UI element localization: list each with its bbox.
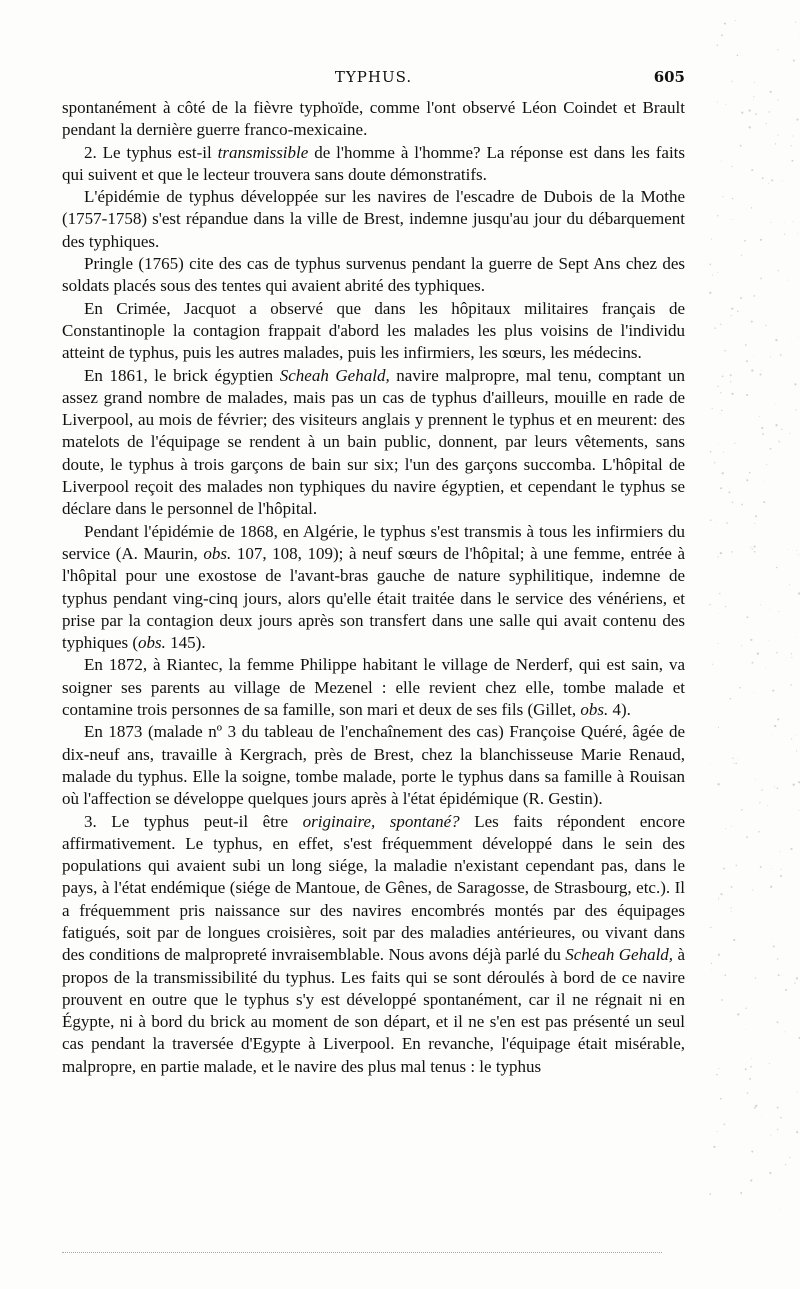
italic-text: obs. xyxy=(138,633,166,653)
paragraph xyxy=(62,721,685,810)
text-run: En 1872, à Riantec, la femme Philippe habitant le village de Nerderf, qui est sain, va soigner ses parents au village de Mezenel : elle revient chez elle, tombe malade et contamine trois personnes de sa famille, son mari et deux de ses fils (Gillet, xyxy=(62,655,685,720)
italic-text: obs. xyxy=(580,700,609,720)
italic-text: originaire, spontané? xyxy=(302,811,460,831)
text-run: 145). xyxy=(165,633,206,653)
paragraph xyxy=(62,142,685,187)
text-run: de l'homme à l'homme? La réponse est dans les faits qui suivent et que le lecteur trouvera sans doute démonstratifs. xyxy=(62,142,686,184)
body-text xyxy=(62,97,685,1078)
text-run: 4). xyxy=(608,700,631,720)
paragraph xyxy=(62,654,685,721)
text-run: En Crimée, Jacquot a observé que dans les hôpitaux militaires français de Constantinople la contagion frappait d'abord les malades les plus voisins de l'individu atteint de typhus, puis les autres malades, puis les infirmiers, les sœurs, les médecins. xyxy=(62,298,685,363)
paragraph xyxy=(62,811,685,1079)
text-run: En 1861, le brick égyptien xyxy=(84,365,280,385)
text-run: Pringle (1765) cite des cas de typhus survenus pendant la guerre de Sept Ans chez des soldats placés sous des tentes qui avaient abrité des typhiques. xyxy=(62,254,685,296)
running-title: TYPHUS. xyxy=(334,68,413,86)
text-run: En 1873 (malade nº 3 du tableau de l'enchaînement des cas) Françoise Quéré, âgée de dix-neuf ans, travaille à Kergrach, près de Brest, chez la blanchisseuse Marie Renaud, malade du typhus. Elle la soigne, tombe malade, porte le typhus dans sa famille à Rouisan où l'affection se développe quelques jours après à l'état épidémique (R. Gestin). xyxy=(62,722,685,809)
text-run: Pendant l'épidémie de 1868, en Algérie, le typhus s'est transmis à tous les infirmiers du service (A. Maurin, xyxy=(62,521,685,563)
paragraph xyxy=(62,298,685,365)
text-run: Les faits répondent encore affirmativement. Le typhus, en effet, s'est fréquemment développé dans le sein des populations qui avaient subi un long siége, la maladie n'existant cependant pas, dans le pays, à l'état endémique (siége de Mantoue, de Gênes, de Saragosse, de Strasbourg, etc.). Il a fréquemment pris naissance sur des navires encombrés montés par des équipages fatigués, soit par de longues croisières, soit par des maladies antérieures, ou vivant dans des conditions de malpropreté invraisemblable. Nous avons déjà parlé du xyxy=(62,811,686,965)
text-run: 3. Le typhus peut-il être xyxy=(84,811,303,831)
paragraph xyxy=(62,521,685,655)
text-run: L'épidémie de typhus développée sur les navires de l'escadre de Dubois de la Mothe (1757-1758) s'est répandue dans la ville de Brest, indemne jusqu'au jour du débarquement des typhiques. xyxy=(62,187,685,251)
text-run: 2. Le typhus est-il xyxy=(84,142,218,162)
text-run: à propos de la transmissibilité du typhus. Les faits qui se sont déroulés à bord de ce navire prouvent en outre que le typhus s'y est développé spontanément, car il ne régnait ni en Égypte, ni à bord du brick au moment de son départ, et il ne s'en est pas présenté un seul cas pendant la traversée d'Egypte à Liverpool. En revanche, l'équipage était misérable, malpropre, en partie malade, et le navire des plus mal tenus : le typhus xyxy=(62,945,685,1076)
text-run: navire malpropre, mal tenu, comptant un assez grand nombre de malades, mais pas un cas de typhus d'ailleurs, mouille en rade de Liverpool, au mois de février; des visiteurs anglais y prennent le typhus et en meurent: des matelots de l'équipage se rendent à un bain public, donnent, par leurs vêtements, sans doute, le typhus à trois garçons de bain sur six; l'un des garçons succomba. L'hôpital de Liverpool reçoit des malades non typhiques du navire égyptien, et cependant le typhus se déclare dans le personnel de l'hôpital. xyxy=(62,365,685,519)
italic-text: Scheah Gehald, xyxy=(565,945,674,965)
italic-text: obs. xyxy=(203,543,232,563)
paragraph xyxy=(62,365,685,521)
paragraph xyxy=(62,97,685,142)
bottom-dotted-rule xyxy=(62,1252,662,1255)
italic-text: transmissible xyxy=(217,142,309,162)
scan-noise-margin xyxy=(680,20,800,1220)
page-number: 605 xyxy=(653,68,685,86)
italic-text: Scheah Gehald, xyxy=(279,365,390,385)
text-run: 107, 108, 109); à neuf sœurs de l'hôpital; à une femme, entrée à l'hôpital pour une exostose de l'avant-bras gauche de nature syphilitique, indemne de typhus pendant ving-cinq jours, alors qu'elle était traitée dans le service des vénériens, et prise par la contagion deux jours après son transfert dans une salle qui avait contenu des typhiques ( xyxy=(62,543,685,653)
paragraph xyxy=(62,253,685,298)
running-head xyxy=(62,68,685,90)
text-run: spontanément à côté de la fièvre typhoïde, comme l'ont observé Léon Coindet et Brault pendant la dernière guerre franco-mexicaine. xyxy=(62,98,685,140)
paragraph xyxy=(62,186,685,253)
